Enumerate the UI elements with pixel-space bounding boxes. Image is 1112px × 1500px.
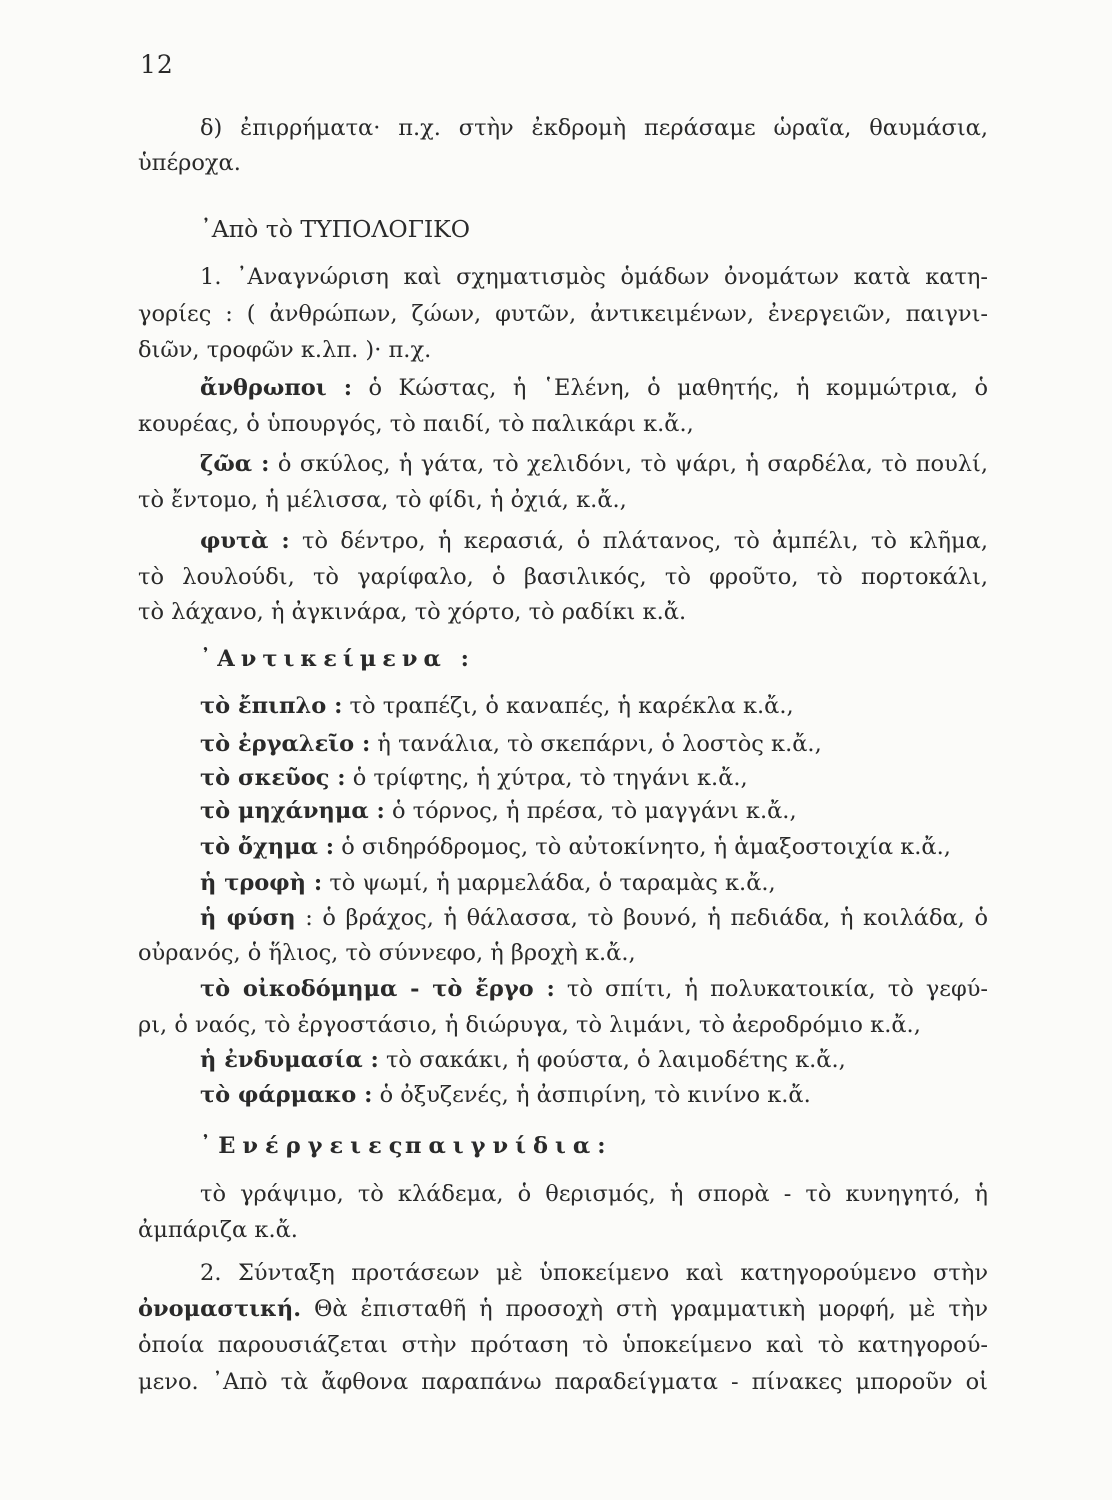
category-animals-line: ζῶα : ὁ σκύλος, ἡ γάτα, τὸ χελιδόνι, τὸ ψάρι, ἡ σαρδέλα, τὸ πουλί,: [200, 451, 988, 477]
section-heading: ᾿Απὸ τὸ ΤΥΠΟΛΟΓΙΚΟ: [200, 215, 470, 243]
item2-line: ὁποία παρουσιάζεται στὴν πρόταση τὸ ὑποκείμενο καὶ τὸ κατηγορού-: [138, 1332, 988, 1358]
object-line: τὸ ἔπιπλο : τὸ τραπέζι, ὁ καναπές, ἡ καρέκλα κ.ἄ.,: [200, 693, 794, 719]
object-term: ἡ ἐνδυμασία :: [200, 1047, 379, 1073]
category-plants-line: τὸ λουλούδι, τὸ γαρίφαλο, ὁ βασιλικός, τὸ φροῦτο, τὸ πορτοκάλι,: [138, 564, 988, 590]
object-term: τὸ ἐργαλεῖο :: [200, 731, 371, 757]
object-line: τὸ ὄχημα : ὁ σιδηρόδρομος, τὸ αὐτοκίνητο, ἡ ἁμαξοστοιχία κ.ἄ.,: [200, 834, 951, 860]
intro-line: δ) ἐπιρρήματα· π.χ. στὴν ἐκδρομὴ περάσαμε ὡραῖα, θαυμάσια,: [200, 115, 988, 141]
intro-line: ὑπέροχα.: [138, 150, 241, 176]
object-term: τὸ σκεῦος :: [200, 765, 346, 791]
activities-line: ἀμπάριζα κ.ἄ.: [138, 1217, 298, 1243]
activities-line: τὸ γράψιμο, τὸ κλάδεμα, ὁ θερισμός, ἡ σπορὰ - τὸ κυνηγητό, ἡ: [200, 1181, 988, 1207]
category-people-line: ἄνθρωποι : ὁ Κώστας, ἡ ῾Ελένη, ὁ μαθητής, ἡ κομμώτρια, ὁ: [200, 375, 988, 401]
activities-heading: παιγνίδια:: [405, 1133, 613, 1159]
page-number: 12: [140, 50, 174, 79]
activities-heading: ᾿Ενέργειες: [200, 1133, 410, 1159]
emphasis-term: ὀνομαστική.: [138, 1296, 302, 1322]
category-people-line: κουρέας, ὁ ὑπουργός, τὸ παιδί, τὸ παλικάρι κ.ἄ.,: [138, 411, 694, 437]
nature-line: ἡ φύση : ὁ βράχος, ἡ θάλασσα, τὸ βουνό, ἡ πεδιάδα, ἡ κοιλάδα, ὁ: [200, 905, 988, 931]
category-plants-line: τὸ λάχανο, ἡ ἀγκινάρα, τὸ χόρτο, τὸ ραδίκι κ.ἄ.: [138, 599, 687, 625]
object-line: τὸ σκεῦος : ὁ τρίφτης, ἡ χύτρα, τὸ τηγάνι κ.ἄ.,: [200, 765, 748, 791]
object-term: τὸ ὄχημα :: [200, 834, 335, 860]
category-animals-line: τὸ ἔντομο, ἡ μέλισσα, τὸ φίδι, ἡ ὀχιά, κ.ἄ.,: [138, 487, 627, 513]
building-line: τὸ οἰκοδόμημα - τὸ ἔργο : τὸ σπίτι, ἡ πολυκατοικία, τὸ γεφύ-: [200, 976, 989, 1002]
object-term: ἡ τροφὴ :: [200, 870, 323, 896]
object-term: τὸ ἔπιπλο :: [200, 693, 343, 719]
item2-line: μενο. ᾿Απὸ τὰ ἄφθονα παραπάνω παραδείγματα - πίνακες μποροῦν οἱ: [138, 1369, 988, 1395]
item1-line: 1. ᾿Αναγνώριση καὶ σχηματισμὸς ὁμάδων ὀνομάτων κατὰ κατη-: [200, 264, 988, 290]
category-term: ζῶα :: [200, 451, 270, 477]
object-line: τὸ ἐργαλεῖο : ἡ τανάλια, τὸ σκεπάρνι, ὁ λοστὸς κ.ἄ.,: [200, 731, 822, 757]
category-term: φυτὰ :: [200, 528, 290, 554]
object-line: ἡ τροφὴ : τὸ ψωμί, ἡ μαρμελάδα, ὁ ταραμὰς κ.ἄ.,: [200, 870, 776, 896]
objects-heading: ᾿Αντικείμενα :: [200, 646, 475, 672]
category-plants-line: φυτὰ : τὸ δέντρο, ἡ κερασιά, ὁ πλάτανος, τὸ ἀμπέλι, τὸ κλῆμα,: [200, 528, 988, 554]
building-line: ρι, ὁ ναός, τὸ ἐργοστάσιο, ἡ διώρυγα, τὸ λιμάνι, τὸ ἀεροδρόμιο κ.ἄ.,: [138, 1012, 921, 1038]
object-term: τὸ μηχάνημα :: [200, 798, 385, 824]
object-term: ἡ φύση: [200, 905, 296, 931]
item2-line: ὀνομαστική. Θὰ ἐπισταθῆ ἡ προσοχὴ στὴ γραμματικὴ μορφή, μὲ τὴν: [138, 1296, 988, 1322]
object-line: τὸ μηχάνημα : ὁ τόρνος, ἡ πρέσα, τὸ μαγγάνι κ.ἄ.,: [200, 798, 797, 824]
item2-line: 2. Σύνταξη προτάσεων μὲ ὑποκείμενο καὶ κατηγορούμενο στὴν: [200, 1260, 988, 1286]
medicine-line: τὸ φάρμακο : ὁ ὀξυζενές, ἡ ἀσπιρίνη, τὸ κινίνο κ.ἄ.: [200, 1082, 811, 1108]
clothing-line: ἡ ἐνδυμασία : τὸ σακάκι, ἡ φούστα, ὁ λαιμοδέτης κ.ἄ.,: [200, 1047, 846, 1073]
object-term: τὸ φάρμακο :: [200, 1082, 373, 1108]
category-term: ἄνθρωποι :: [200, 375, 353, 401]
item1-line: γορίες : ( ἀνθρώπων, ζώων, φυτῶν, ἀντικειμένων, ἐνεργειῶν, παιγνι-: [138, 301, 988, 327]
object-term: τὸ οἰκοδόμημα - τὸ ἔργο :: [200, 976, 555, 1002]
item1-line: διῶν, τροφῶν κ.λπ. )· π.χ.: [138, 337, 432, 363]
nature-line: οὐρανός, ὁ ἥλιος, τὸ σύννεφο, ἡ βροχὴ κ.ἄ.,: [138, 940, 636, 966]
